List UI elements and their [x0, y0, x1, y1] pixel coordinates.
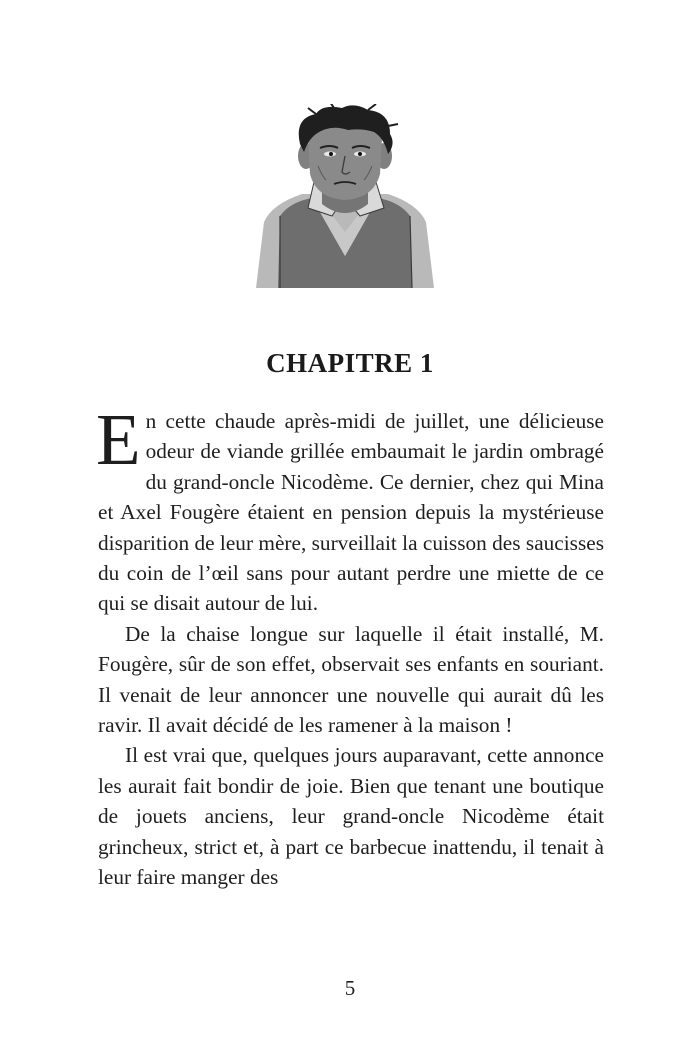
paragraph-3: Il est vrai que, quelques jours auparavant, cette annonce les aurait fait bondir de joie. Bien que tenant une boutique de jouets anciens, leur grand-oncle Nicodème était grincheux, strict et, à part ce barbecue inattendu, il tenait à leur faire manger des — [98, 743, 604, 890]
paragraph-1-text: n cette chaude après-midi de juillet, une délicieuse odeur de viande grillée embaumait le jardin ombragé du grand-oncle Nicodème. Ce dernier, chez qui Mina et Axel Fougère étaient en pension depuis la mystérieuse disparition de leur mère, surveillait la cuisson des saucisses du coin de l’œil sans pour autant perdre une miette de ce qui se disait autour de lui. — [98, 409, 604, 616]
page-number: 5 — [344, 976, 356, 1000]
chapter-title: CHAPITRE 1 — [266, 348, 434, 379]
chapter-illustration-portrait — [250, 104, 440, 290]
paragraph-2: De la chaise longue sur laquelle il était installé, M. Fougère, sûr de son effet, observait ses enfants en souriant. Il venait de leur annoncer une nouvelle qui aurait dû les ravir. Il avait décidé de les ramener à la maison ! — [98, 621, 604, 738]
paragraph-1 — [96, 399, 604, 619]
man-portrait-icon — [250, 104, 440, 290]
drop-cap: E — [96, 399, 141, 480]
chapter-text — [96, 399, 604, 893]
